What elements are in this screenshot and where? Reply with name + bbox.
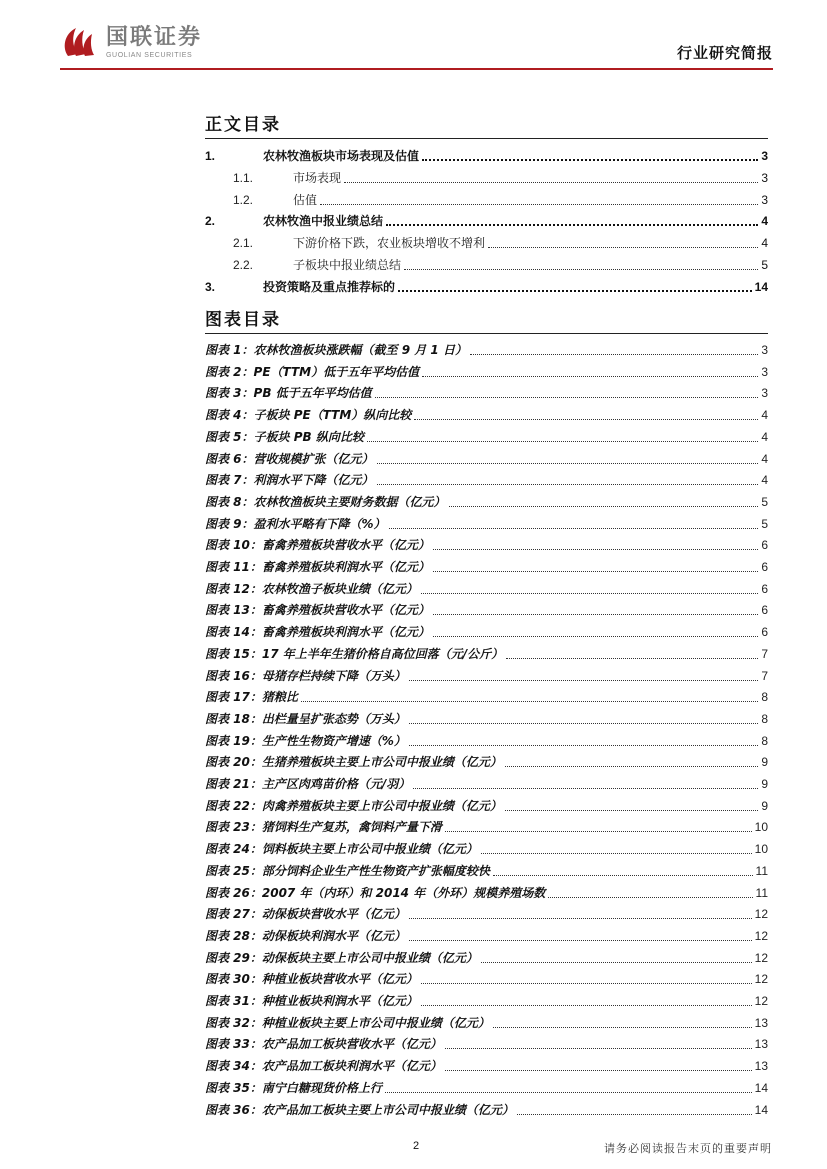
figure-entry-label: 图表 31：种植业板块利润水平（亿元） [205,994,418,1008]
figure-entry-label: 图表 24：饲料板块主要上市公司中报业绩（亿元） [205,842,478,857]
toc-entry-page: 4 [761,214,768,229]
figure-entry[interactable] [205,902,768,922]
dot-leader [301,701,758,702]
dot-leader [386,224,758,226]
figure-entry[interactable] [205,338,768,358]
dot-leader [548,897,752,898]
figure-entry-page: 10 [754,820,768,835]
figure-entry[interactable] [205,533,768,553]
header-divider [60,68,773,70]
toc-entry-number: 3. [205,279,216,294]
figure-entry-page: 10 [754,842,768,857]
figure-entry-label: 图表 9：盈利水平略有下降（%） [205,516,386,531]
figure-entry-label: 图表 34：农产品加工板块利润水平（亿元） [205,1059,442,1074]
toc-entry-number: 2.2. [233,258,254,272]
figure-entry-page: 6 [761,538,768,553]
toc-entry-number: 2.1. [233,236,254,251]
figure-entry-page: 6 [761,603,768,618]
toc-title: 正文目录 [205,115,281,135]
figure-entry-page: 12 [754,950,768,965]
dot-leader [409,940,752,941]
toc-entry[interactable] [205,275,768,295]
figure-entry-label: 图表 18：出栏量呈扩张态势（万头） [205,711,406,726]
figure-entry-label: 图表 6：营收规模扩张（亿元） [205,451,374,466]
dot-leader [433,571,758,572]
toc-entry[interactable] [205,188,768,208]
dot-leader [409,723,758,724]
toc-entry[interactable] [205,209,768,229]
figure-entry-label: 图表 4：子板块 PE（TTM）纵向比较 [205,408,412,423]
figure-entry-page: 5 [761,516,768,531]
figure-entry-label: 图表 29：动保板块主要上市公司中报业绩（亿元） [205,950,478,965]
guolian-logo-icon [60,22,100,62]
figure-entry[interactable] [205,794,768,814]
dot-leader [488,247,758,248]
figure-entry-label: 图表 1：农林牧渔板块涨跌幅（截至 9 月 1 日） [205,343,467,357]
figure-entry[interactable] [205,642,768,662]
figure-entry-page: 3 [761,364,768,379]
figure-entry[interactable] [205,577,768,597]
dot-leader [409,680,758,681]
figure-entry-page: 12 [754,994,768,1008]
dot-leader [445,831,752,832]
figure-entry-page: 5 [761,494,768,509]
dot-leader [505,810,758,811]
dot-leader [421,983,752,984]
toc-entry-page: 3 [761,149,768,163]
toc-entry[interactable] [205,231,768,251]
figure-entry[interactable] [205,859,768,879]
figure-entry[interactable] [205,707,768,727]
logo-english-name: GUOLIAN SECURITIES [106,51,193,59]
toc-entry-number: 2. [205,214,216,229]
figure-entry-page: 9 [761,798,768,813]
dot-leader [404,269,758,270]
figure-entry-page: 14 [754,1080,768,1095]
dot-leader [409,745,758,746]
figure-entry-label: 图表 30：种植业板块营收水平（亿元） [205,972,418,987]
figures-title-rule [205,333,768,334]
figure-entry-label: 图表 16：母猪存栏持续下降（万头） [205,668,406,683]
toc-entry[interactable] [205,253,768,273]
figure-entry[interactable] [205,425,768,445]
figure-entry-label: 图表 22：肉禽养殖板块主要上市公司中报业绩（亿元） [205,798,502,813]
figure-entry[interactable] [205,881,768,901]
toc-title-rule [205,138,768,139]
dot-leader [398,290,752,292]
dot-leader [421,1005,752,1006]
toc-entry-page: 5 [761,258,768,272]
figure-entry[interactable] [205,664,768,684]
dot-leader [385,1092,752,1093]
figure-entry-page: 8 [761,733,768,748]
figure-entry-label: 图表 3：PB 低于五年平均估值 [205,386,372,401]
figure-entry-label: 图表 28：动保板块利润水平（亿元） [205,928,406,943]
figure-entry[interactable] [205,967,768,987]
toc-entry-number: 1.2. [233,192,254,207]
figure-entry[interactable] [205,1032,768,1052]
page-footer [0,1138,827,1158]
figure-entry[interactable] [205,989,768,1009]
figure-entry-page: 4 [761,473,768,488]
dot-leader [506,658,758,659]
dot-leader [449,506,759,507]
figure-entry[interactable] [205,1098,768,1118]
figure-entry-label: 图表 23：猪饲料生产复苏，禽饲料产量下滑 [205,820,442,835]
figure-entry-label: 图表 8：农林牧渔板块主要财务数据（亿元） [205,494,446,509]
figure-entry-page: 11 [755,863,768,878]
figure-entry-label: 图表 2：PE（TTM）低于五年平均估值 [205,364,420,379]
toc-entry-label: 农林牧渔板块市场表现及估值 [263,149,420,163]
figure-entry-label: 图表 11：畜禽养殖板块利润水平（亿元） [205,560,430,574]
dot-leader [413,788,758,789]
figure-entry[interactable] [205,1054,768,1074]
toc-entry-label: 子板块中报业绩总结 [293,258,402,272]
toc-entry-number: 1. [205,149,216,163]
toc-entry-number: 1.1. [233,170,254,185]
figure-entry-page: 7 [761,668,768,683]
figure-entry[interactable] [205,1076,768,1096]
figure-entry-label: 图表 13：畜禽养殖板块营收水平（亿元） [205,603,430,618]
figure-entry-page: 3 [761,386,768,401]
figure-entry-page: 13 [754,1059,768,1074]
figure-entry-label: 图表 5：子板块 PB 纵向比较 [205,429,364,444]
figure-entry[interactable] [205,772,768,792]
figure-entry-page: 6 [761,625,768,640]
figure-entry-label: 图表 12：农林牧渔子板块业绩（亿元） [205,581,418,596]
figure-entry[interactable] [205,750,768,770]
figure-entry-label: 图表 19：生产性生物资产增速（%） [205,733,406,748]
dot-leader [517,1114,752,1115]
toc-entry-page: 3 [761,192,768,207]
figure-entry-page: 7 [761,646,768,661]
dot-leader [389,528,759,529]
dot-leader [481,853,752,854]
dot-leader [445,1048,752,1049]
dot-leader [414,419,758,420]
dot-leader [320,204,758,205]
dot-leader [377,463,759,464]
figure-entry[interactable] [205,468,768,488]
dot-leader [367,441,758,442]
figure-entry[interactable] [205,512,768,532]
figure-entry[interactable] [205,815,768,835]
figure-entry-label: 图表 26：2007 年（内环）和 2014 年（外环）规模养殖场数 [205,885,546,900]
dot-leader [470,354,758,355]
dot-leader [375,397,759,398]
toc-entry[interactable] [205,166,768,186]
figure-entry-label: 图表 20：生猪养殖板块主要上市公司中报业绩（亿元） [205,755,502,770]
figure-entry-page: 4 [761,429,768,444]
figure-entry[interactable] [205,403,768,423]
figure-entry-label: 图表 35：南宁白糖现货价格上行 [205,1080,382,1095]
toc-entry-label: 投资策略及重点推荐标的 [263,279,396,294]
figure-entry[interactable] [205,685,768,705]
figure-entry-page: 12 [754,907,768,922]
document-type-label: 行业研究简报 [676,44,773,62]
figure-entry-page: 9 [761,777,768,791]
figure-entry[interactable] [205,555,768,575]
dot-leader [505,766,758,767]
figure-entry-label: 图表 36：农产品加工板块主要上市公司中报业绩（亿元） [205,1102,514,1117]
figure-entry-label: 图表 32：种植业板块主要上市公司中报业绩（亿元） [205,1015,490,1030]
toc-entry[interactable] [205,144,768,164]
dot-leader [493,875,753,876]
toc-entry-page: 4 [761,236,768,251]
dot-leader [445,1070,752,1071]
figure-entry[interactable] [205,447,768,467]
figure-entry[interactable] [205,1011,768,1031]
dot-leader [493,1027,752,1028]
toc-entry-label: 市场表现 [293,170,342,185]
toc-entry-page: 14 [754,279,768,294]
figure-entry-label: 图表 7：利润水平下降（亿元） [205,473,374,488]
figure-entry-label: 图表 21：主产区肉鸡苗价格（元/羽） [205,777,411,791]
figure-entry-label: 图表 10：畜禽养殖板块营收水平（亿元） [205,538,430,553]
figure-entry-page: 4 [761,451,768,466]
figure-entry-page: 11 [755,885,768,900]
figure-entry-page: 8 [761,690,768,705]
page-number: 2 [413,1140,420,1152]
logo-chinese-name: 国联证券 [106,24,203,50]
figure-entry[interactable] [205,620,768,640]
dot-leader [481,962,752,963]
dot-leader [421,593,758,594]
dot-leader [433,614,758,615]
figure-entry-page: 8 [761,711,768,726]
figure-entry-page: 12 [754,972,768,987]
figures-title: 图表目录 [205,310,281,330]
page-header [60,14,773,68]
figure-entry[interactable] [205,837,768,857]
figure-entry[interactable] [205,729,768,749]
figure-entry-page: 13 [754,1037,768,1052]
figure-entry-page: 3 [761,343,768,357]
dot-leader [422,376,758,377]
figure-entry-page: 4 [761,408,768,423]
company-logo [60,20,202,64]
toc-entry-page: 3 [761,170,768,185]
figure-entry-page: 12 [754,928,768,943]
dot-leader [422,159,758,161]
footer-disclaimer: 请务必阅读报告末页的重要声明 [604,1142,772,1155]
toc-entry-label: 估值 [293,192,318,207]
toc-entry-label: 下游价格下跌，农业板块增收不增利 [293,236,486,251]
dot-leader [344,182,758,183]
figure-entry-page: 13 [754,1015,768,1030]
figure-entry[interactable] [205,360,768,380]
dot-leader [377,484,759,485]
dot-leader [433,636,758,637]
figure-entry-label: 图表 33：农产品加工板块营收水平（亿元） [205,1037,442,1052]
figure-entry[interactable] [205,946,768,966]
figure-entry-label: 图表 27：动保板块营收水平（亿元） [205,907,406,922]
dot-leader [433,549,758,550]
figure-entry-page: 9 [761,755,768,770]
figure-entry[interactable] [205,381,768,401]
figure-entry[interactable] [205,598,768,618]
figure-entry-label: 图表 15：17 年上半年生猪价格自高位回落（元/公斤） [205,646,504,661]
figure-entry[interactable] [205,924,768,944]
toc-entry-label: 农林牧渔中报业绩总结 [263,214,384,229]
figure-entry[interactable] [205,490,768,510]
figure-entry-label: 图表 14：畜禽养殖板块利润水平（亿元） [205,625,430,640]
figure-entry-label: 图表 17：猪粮比 [205,690,298,705]
dot-leader [409,918,752,919]
figure-entry-label: 图表 25：部分饲料企业生产性生物资产扩张幅度较快 [205,863,490,878]
figure-entry-page: 6 [761,560,768,574]
figure-entry-page: 14 [754,1102,768,1117]
figure-entry-page: 6 [761,581,768,596]
